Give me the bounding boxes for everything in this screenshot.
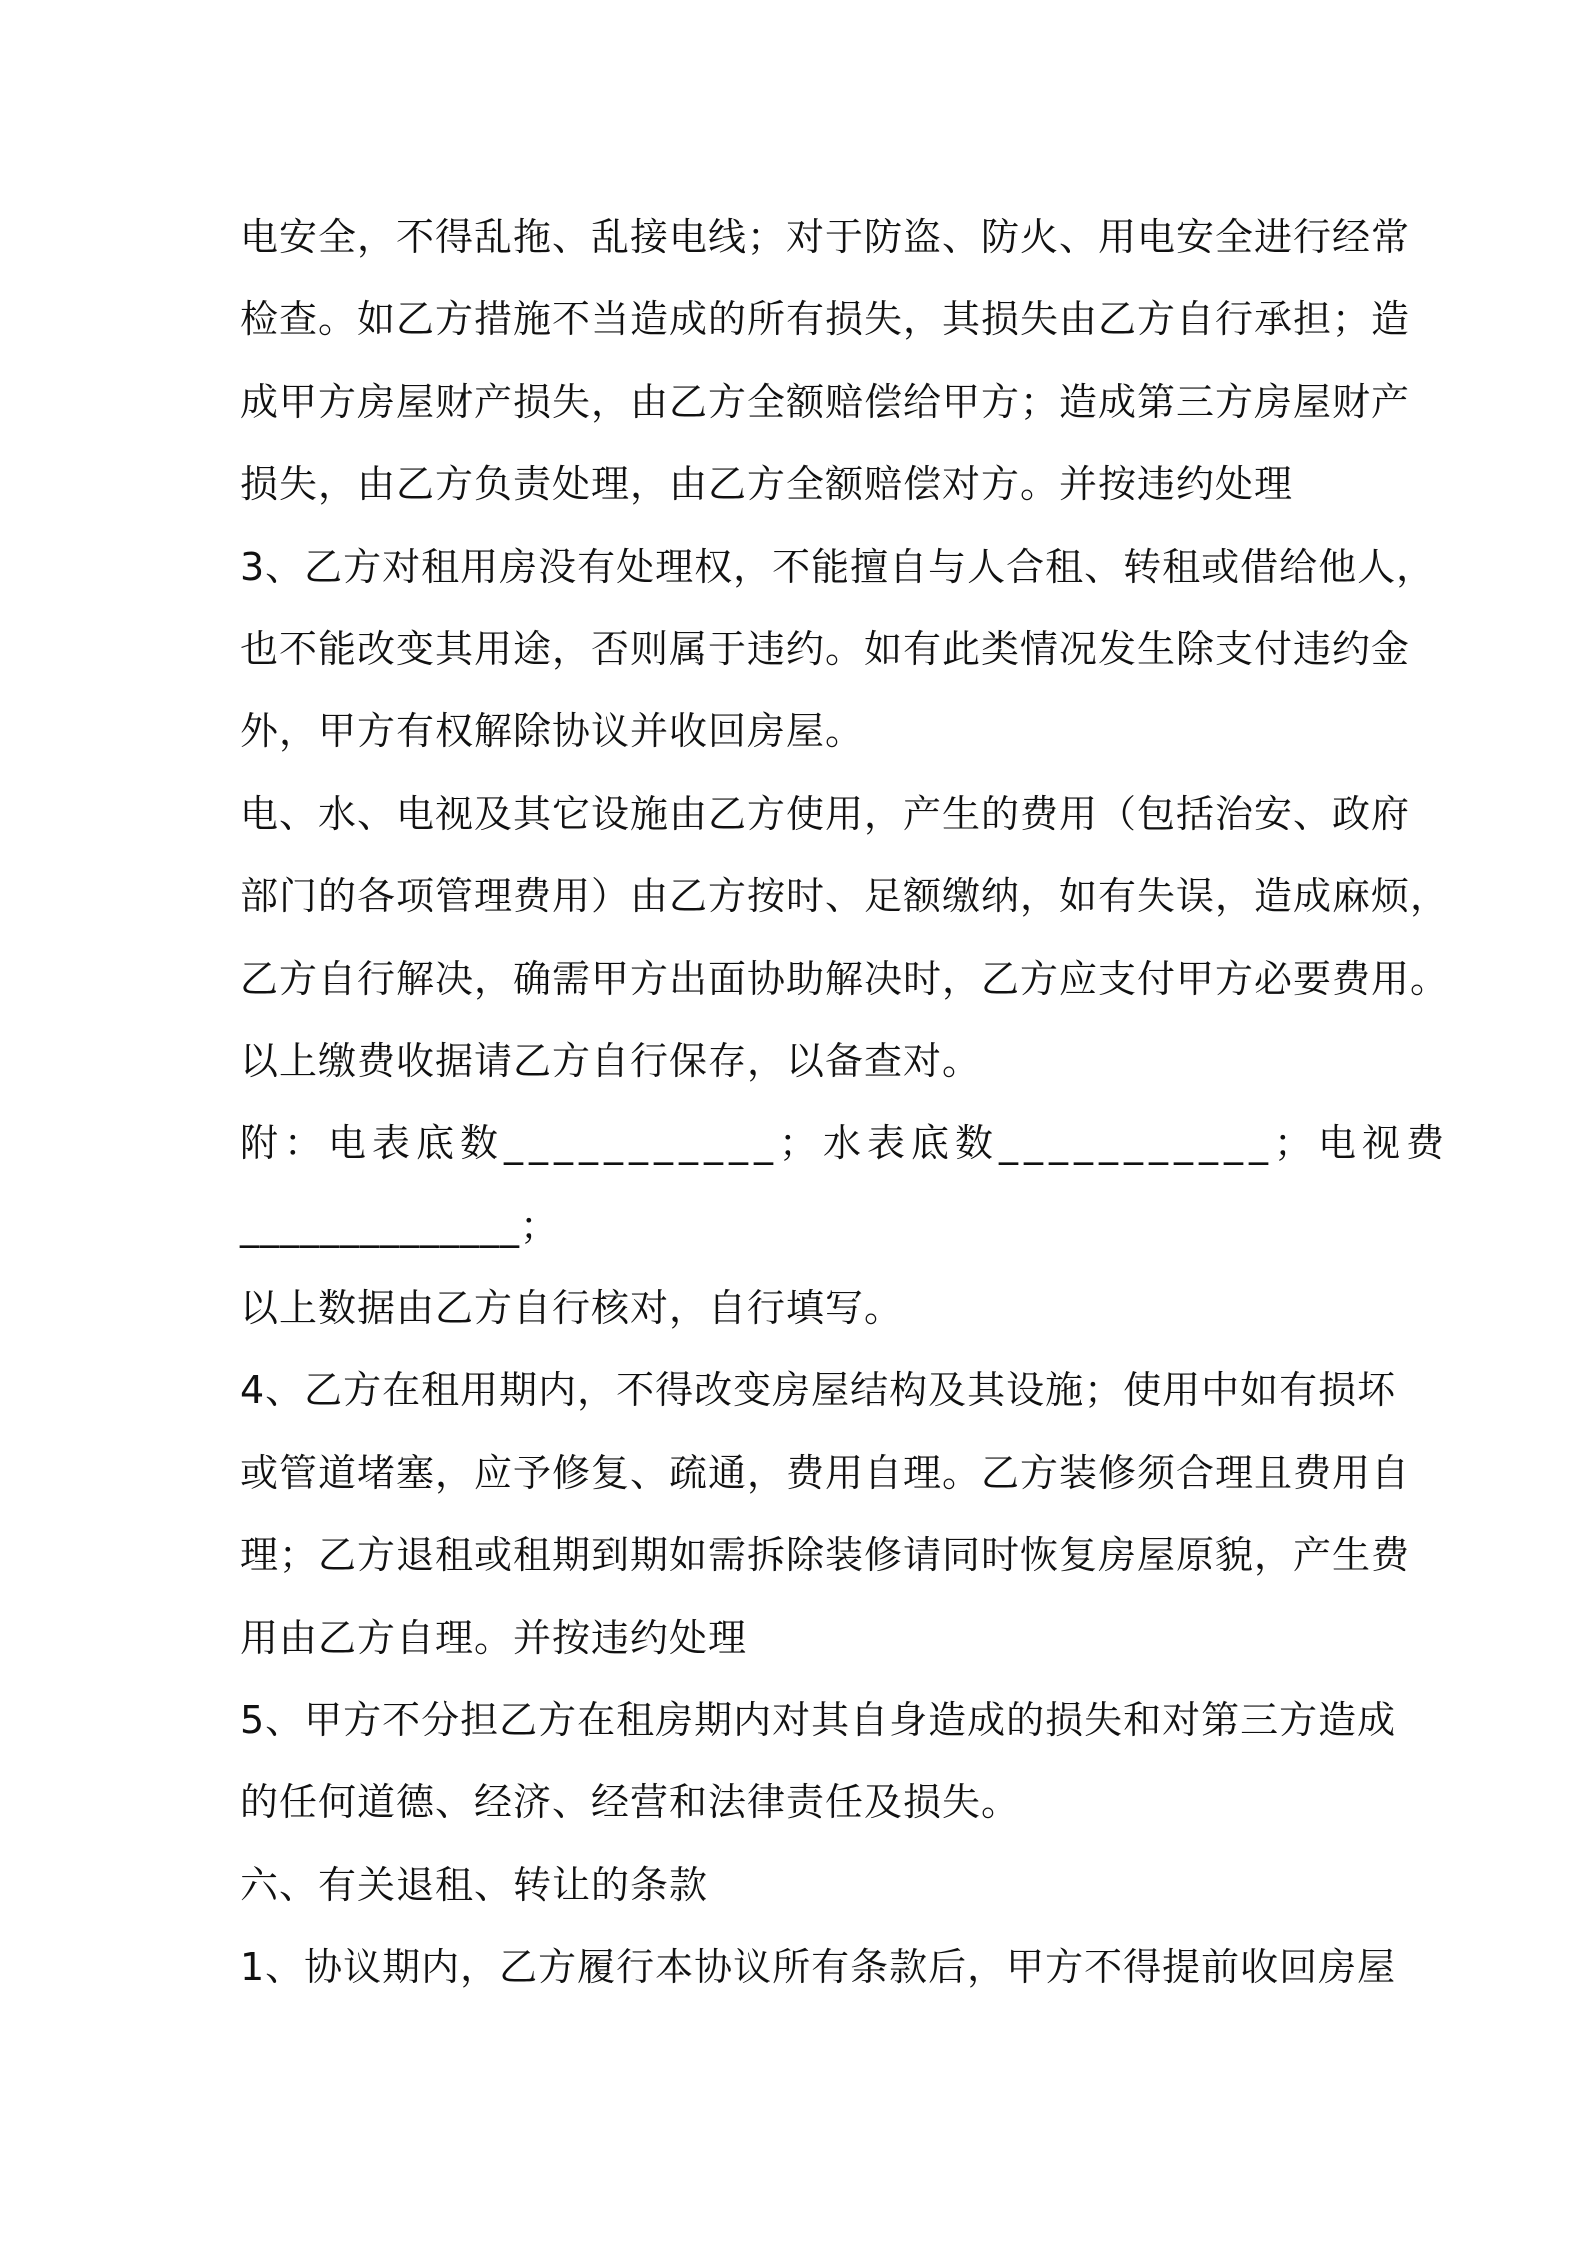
text-line: 部门的各项管理费用）由乙方按时、足额缴纳，如有失误，造成麻烦， [240,874,1450,919]
clause-5-line: 5、甲方不分担乙方在租房期内对其自身造成的损失和对第三方造成 [240,1698,1397,1743]
clause-6-1-line: 1、协议期内，乙方履行本协议所有条款后，甲方不得提前收回房屋 [240,1945,1397,1990]
text-line: 电安全，不得乱拖、乱接电线；对于防盗、防火、用电安全进行经常 [240,215,1411,259]
text-line: 或管道堵塞，应予修复、疏通，费用自理。乙方装修须合理且费用自 [240,1450,1411,1495]
text-line: 检查。如乙方措施不当造成的所有损失，其损失由乙方自行承担；造 [240,297,1411,342]
document-body [240,196,1451,2009]
text-line: 以上缴费收据请乙方自行保存，以备查对。 [240,1038,982,1083]
text-line: 也不能改变其用途，否则属于违约。如有此类情况发生除支付违约金 [240,626,1411,671]
clause-4-line: 4、乙方在租用期内，不得改变房屋结构及其设施；使用中如有损坏 [240,1368,1397,1413]
text-line: 外，甲方有权解除协议并收回房屋。 [240,709,865,754]
text-line: 用由乙方自理。并按违约处理 [240,1615,748,1660]
text-line: 理；乙方退租或租期到期如需拆除装修请同时恢复房屋原貌，产生费 [240,1533,1411,1578]
text-line: 的任何道德、经济、经营和法律责任及损失。 [240,1780,1021,1825]
utilities-line: 电、水、电视及其它设施由乙方使用，产生的费用（包括治安、政府 [240,791,1411,836]
text-line: 成甲方房屋财产损失，由乙方全额赔偿给甲方；造成第三方房屋财产 [240,379,1411,424]
text-line: 以上数据由乙方自行核对，自行填写。 [240,1286,904,1331]
clause-3-line: 3、乙方对租用房没有处理权，不能擅自与人合租、转租或借给他人， [240,544,1436,589]
text-line: 损失，由乙方负责处理，由乙方全额赔偿对方。并按违约处理 [240,462,1294,507]
section-heading: 六、有关退租、转让的条款 [240,1862,709,1907]
tv-fee-blank-line: ______________； [240,1203,560,1248]
meter-readings-line: 附：电表底数___________；水表底数___________；电视费 [240,1121,1451,1166]
text-line: 乙方自行解决，确需甲方出面协助解决时，乙方应支付甲方必要费用。 [240,956,1450,1001]
